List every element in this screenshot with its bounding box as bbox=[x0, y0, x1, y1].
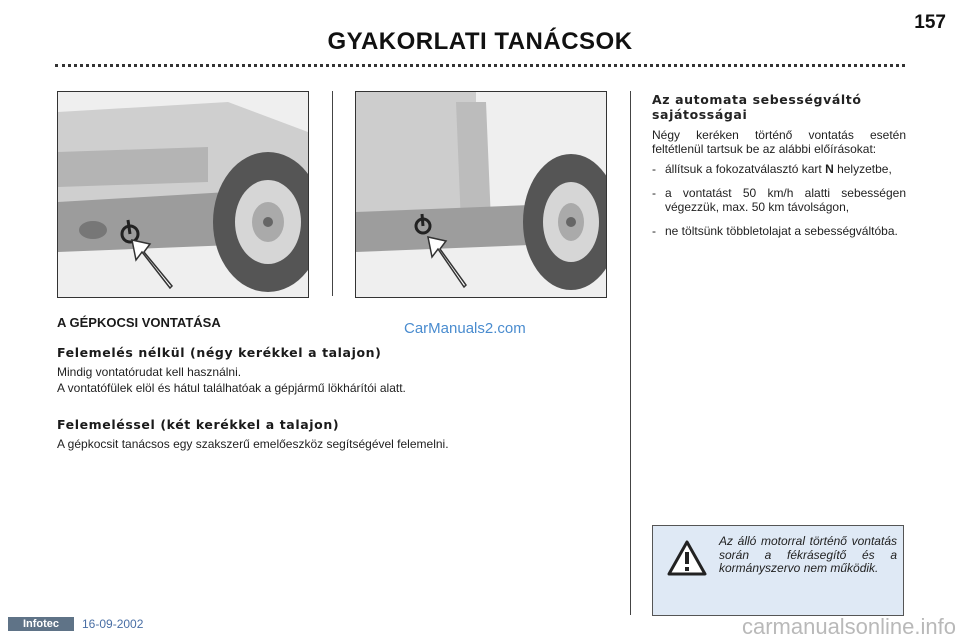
list-item-text-end: helyzetbe, bbox=[833, 162, 892, 176]
list-dash: - bbox=[652, 224, 656, 238]
list-dash: - bbox=[652, 186, 656, 200]
list-item bbox=[652, 224, 906, 238]
warning-text: Az álló motorral történő vontatás során a fékrásegítő és a kormányszervo nem működik. bbox=[719, 534, 897, 575]
column-divider bbox=[332, 91, 333, 296]
gearbox-heading: Az automata sebességváltó sajátosságai bbox=[652, 92, 862, 122]
right-column-divider bbox=[630, 91, 631, 615]
automatic-gearbox-section bbox=[652, 92, 906, 248]
list-item-text: állítsuk a fokozatválasztó kart bbox=[665, 162, 826, 176]
subheading-no-lift: Felemelés nélkül (négy kerékkel a talajon) bbox=[57, 345, 382, 360]
paragraph-lift-device: A gépkocsit tanácsos egy szakszerű emelőeszköz segítségével felemelni. bbox=[57, 437, 449, 451]
footer-watermark: carmanualsonline.info bbox=[741, 614, 956, 639]
paragraph-tow-bar: Mindig vontatórudat kell használni. bbox=[57, 365, 242, 379]
warning-box bbox=[652, 525, 904, 616]
list-item bbox=[652, 186, 906, 214]
list-dash: - bbox=[652, 162, 656, 176]
site-watermark: CarManuals2.com bbox=[404, 320, 526, 337]
list-item bbox=[652, 162, 906, 176]
infotec-logo: Infotec bbox=[8, 617, 74, 631]
list-item-text: a vontatást 50 km/h alatti sebességen végezzük, max. 50 km távolságon, bbox=[665, 186, 906, 214]
subheading-with-lift: Felemeléssel (két kerékkel a talajon) bbox=[57, 417, 340, 432]
page-title: GYAKORLATI TANÁCSOK bbox=[327, 28, 633, 55]
dotted-divider bbox=[55, 64, 905, 67]
rear-towing-eye-photo bbox=[355, 91, 607, 298]
list-item-text: ne töltsünk többletolajat a sebességváltóba. bbox=[665, 224, 898, 238]
gear-position-n: N bbox=[825, 162, 834, 176]
warning-triangle-icon bbox=[667, 540, 707, 580]
section-title: A GÉPKOCSI VONTATÁSA bbox=[57, 315, 221, 330]
page-number: 157 bbox=[914, 12, 946, 33]
front-towing-eye-photo bbox=[57, 91, 309, 298]
paragraph-towing-eyes: A vontatófülek elöl és hátul találhatóak a gépjármű lökhárítói alatt. bbox=[57, 381, 406, 395]
footer-date: 16-09-2002 bbox=[82, 617, 144, 631]
gearbox-intro: Négy keréken történő vontatás esetén feltétlenül tartsuk be az alábbi előírásokat: bbox=[652, 128, 906, 156]
